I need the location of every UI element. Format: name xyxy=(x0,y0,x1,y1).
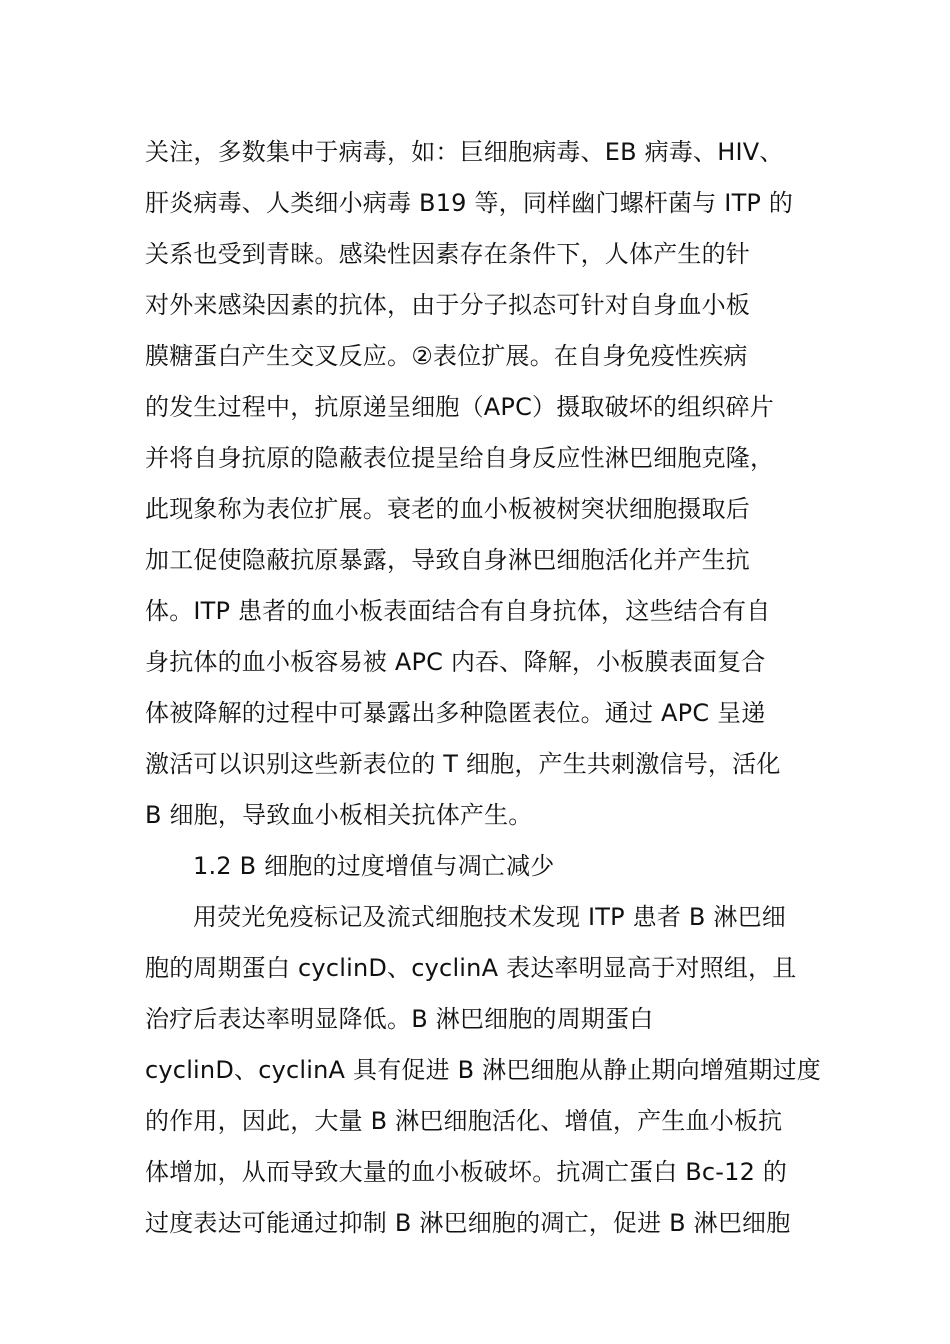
text-line: 体。ITP 患者的血小板表面结合有自身抗体，这些结合有自 xyxy=(145,597,771,625)
text-line: B 细胞，导致血小板相关抗体产生。 xyxy=(145,801,533,829)
text-line: 加工促使隐蔽抗原暴露，导致自身淋巴细胞活化并产生抗 xyxy=(145,546,750,574)
text-line: cyclinD、cyclinA 具有促进 B 淋巴细胞从静止期向增殖期过度 xyxy=(145,1056,821,1084)
text-line: 治疗后表达率明显降低。B 淋巴细胞的周期蛋白 xyxy=(145,1005,654,1033)
document-body xyxy=(145,127,821,1249)
text-line: 的作用，因此，大量 B 淋巴细胞活化、增值，产生血小板抗 xyxy=(145,1107,783,1135)
paragraph-b-cell-proliferation xyxy=(145,892,821,1249)
text-line: 此现象称为表位扩展。衰老的血小板被树突状细胞摄取后 xyxy=(145,495,750,523)
text-line: 胞的周期蛋白 cyclinD、cyclinA 表达率明显高于对照组，且 xyxy=(145,954,797,982)
section-heading: 1.2 B 细胞的过度增值与凋亡减少 xyxy=(193,852,555,880)
text-line: 的发生过程中，抗原递呈细胞（APC）摄取破坏的组织碎片 xyxy=(145,393,775,421)
text-line: 关系也受到青睐。感染性因素存在条件下，人体产生的针 xyxy=(145,240,750,268)
text-line: 体被降解的过程中可暴露出多种隐匿表位。通过 APC 呈递 xyxy=(145,699,766,727)
text-line: 肝炎病毒、人类细小病毒 B19 等，同样幽门螺杆菌与 ITP 的 xyxy=(145,189,794,217)
text-line: 身抗体的血小板容易被 APC 内吞、降解，小板膜表面复合 xyxy=(145,648,766,676)
text-line: 并将自身抗原的隐蔽表位提呈给自身反应性淋巴细胞克隆， xyxy=(145,444,775,472)
text-line: 过度表达可能通过抑制 B 淋巴细胞的凋亡，促进 B 淋巴细胞 xyxy=(145,1209,791,1237)
text-line: 激活可以识别这些新表位的 T 细胞，产生共刺激信号，活化 xyxy=(145,750,781,778)
text-line: 用荧光免疫标记及流式细胞技术发现 ITP 患者 B 淋巴细 xyxy=(193,903,786,931)
text-line: 体增加，从而导致大量的血小板破坏。抗凋亡蛋白 Bc-12 的 xyxy=(145,1158,788,1186)
paragraph-infection-epitope xyxy=(145,127,810,841)
text-line: 膜糖蛋白产生交叉反应。②表位扩展。在自身免疫性疾病 xyxy=(145,342,748,370)
text-line: 对外来感染因素的抗体，由于分子拟态可针对自身血小板 xyxy=(145,291,750,319)
text-line: 关注，多数集中于病毒，如：巨细胞病毒、EB 病毒、HIV、 xyxy=(145,138,784,166)
